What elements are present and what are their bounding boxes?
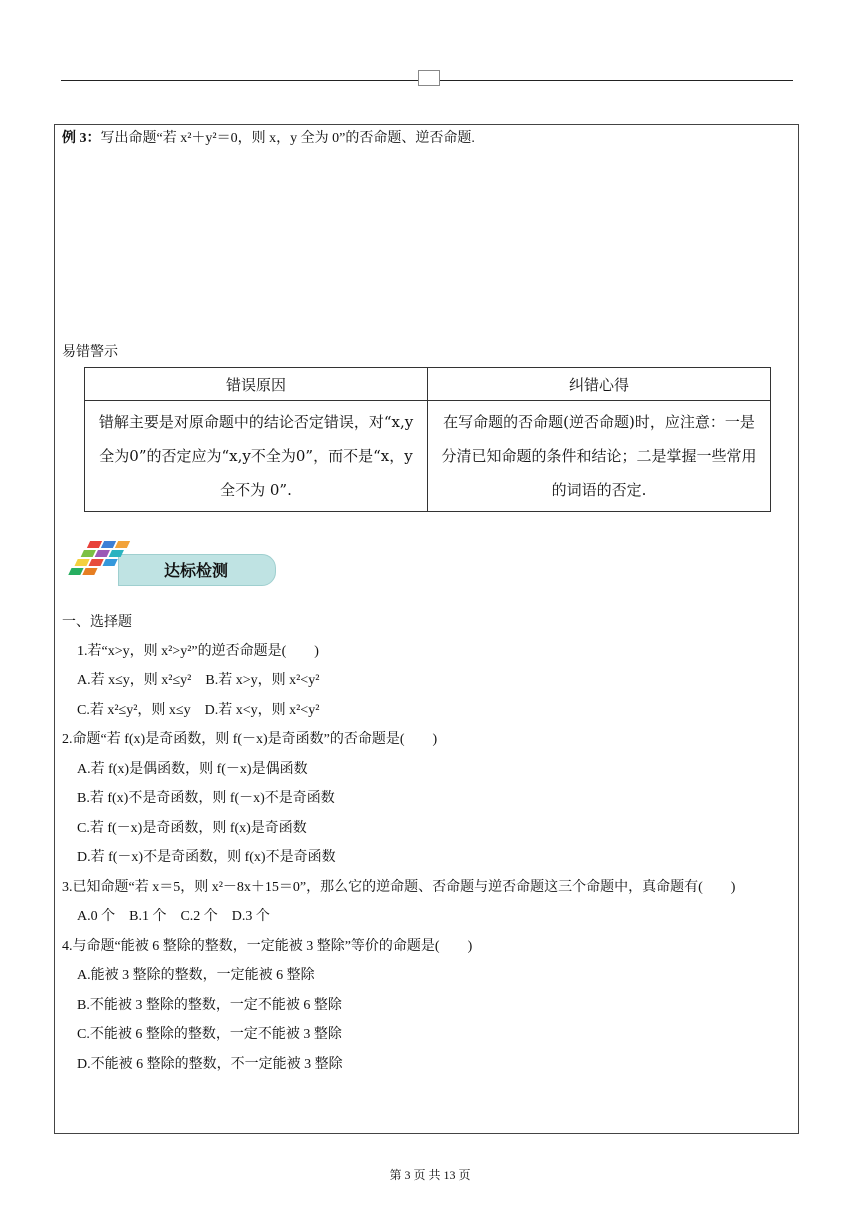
part-title: 一、选择题 <box>62 613 132 629</box>
banner-label: 达标检测 <box>164 563 229 580</box>
pitfall-table <box>84 367 771 512</box>
pitfall-col1-body: 错解主要是对原命题中的结论否定错误，对“x,y全为0”的否定应为“x,y不全为0”，而不是“x，y 全不为 0”. <box>85 401 428 512</box>
question-4: 4.与命题“能被 6 整除的整数，一定能被 3 整除”等价的命题是( ) <box>62 939 473 954</box>
question-1: 1.若“x>y，则 x²>y²”的逆否命题是( ) <box>77 644 319 659</box>
question-1-options-cd: C.若 x²≤y²，则 x≤y D.若 x<y，则 x²<y² <box>77 703 320 718</box>
question-3-options: A.0 个 B.1 个 C.2 个 D.3 个 <box>77 909 270 924</box>
pitfall-title: 易错警示 <box>62 343 118 359</box>
page-footer: 第 3 页 共 13 页 <box>389 1168 471 1182</box>
question-4-option-c: C.不能被 6 整除的整数，一定不能被 3 整除 <box>77 1027 342 1042</box>
question-2-option-b: B.若 f(x)不是奇函数，则 f(－x)不是奇函数 <box>77 791 335 806</box>
section-banner <box>60 537 280 593</box>
example-3-text: 写出命题“若 x²＋y²＝0，则 x，y 全为 0”的否命题、逆否命题. <box>100 131 475 146</box>
header-mark <box>418 70 440 86</box>
pitfall-col2-body: 在写命题的否命题(逆否命题)时，应注意：一是分清已知命题的条件和结论；二是掌握一些常用的词语的否定. <box>428 401 771 512</box>
question-2: 2.命题“若 f(x)是奇函数，则 f(－x)是奇函数”的否命题是( ) <box>62 732 438 747</box>
question-2-option-a: A.若 f(x)是偶函数，则 f(－x)是偶函数 <box>77 762 308 777</box>
cubes-icon <box>60 537 150 593</box>
question-4-option-d: D.不能被 6 整除的整数，不一定能被 3 整除 <box>77 1057 343 1072</box>
pitfall-col2-header: 纠错心得 <box>428 368 771 401</box>
question-1-options-ab: A.若 x≤y，则 x²≤y² B.若 x>y，则 x²<y² <box>77 673 320 688</box>
question-4-option-b: B.不能被 3 整除的整数，一定不能被 6 整除 <box>77 998 342 1013</box>
pitfall-col1-header: 错误原因 <box>85 368 428 401</box>
example-3 <box>62 127 475 147</box>
question-4-option-a: A.能被 3 整除的整数，一定能被 6 整除 <box>77 968 315 983</box>
question-2-option-c: C.若 f(－x)是奇函数，则 f(x)是奇函数 <box>77 821 307 836</box>
example-3-label: 例 3： <box>62 131 101 146</box>
question-3: 3.已知命题“若 x＝5，则 x²－8x＋15＝0”，那么它的逆命题、否命题与逆否命题这三个命题中，真命题有( ) <box>62 880 736 895</box>
question-2-option-d: D.若 f(－x)不是奇函数，则 f(x)不是奇函数 <box>77 850 336 865</box>
